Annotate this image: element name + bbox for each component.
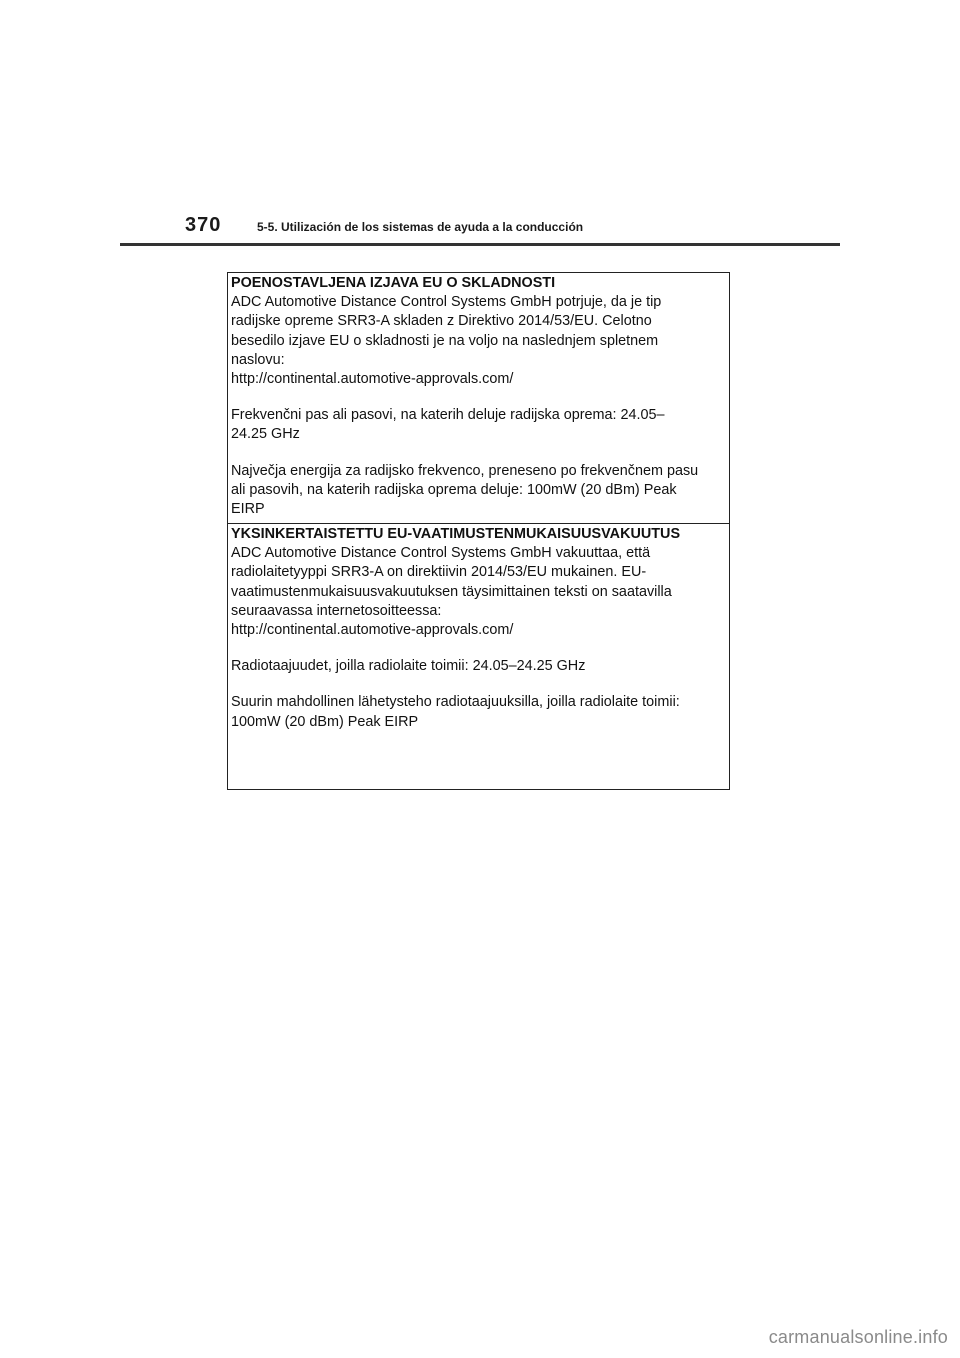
frequency-line: 24.25 GHz — [231, 426, 300, 443]
page-number: 370 — [185, 214, 222, 236]
declaration-title-finnish: YKSINKERTAISTETTU EU-VAATIMUSTENMUKAISUUSVAKUUTUS — [231, 526, 681, 542]
paragraph-spacer — [231, 389, 727, 406]
declaration-slovenian — [228, 273, 729, 524]
power-line: EIRP — [231, 501, 265, 518]
header-rule — [120, 243, 840, 246]
power-line: ali pasovih, na katerih radijska oprema deluje: 100mW (20 dBm) Peak — [231, 481, 677, 498]
body-line: radiolaitetyyppi SRR3-A on direktiivin 2014/53/EU mukainen. EU- — [231, 564, 647, 581]
declaration-title-slovenian: POENOSTAVLJENA IZJAVA EU O SKLADNOSTI — [231, 275, 556, 291]
declaration-box — [227, 272, 730, 790]
paragraph-spacer — [231, 676, 727, 693]
section-title: 5-5. Utilización de los sistemas de ayuda a la conducción — [257, 220, 584, 234]
power-line: Največja energija za radijsko frekvenco, preneseno po frekvenčnem pasu — [231, 462, 699, 479]
body-line: seuraavassa internetosoitteessa: — [231, 602, 442, 619]
body-line: vaatimustenmukaisuusvakuutuksen täysimittainen teksti on saatavilla — [231, 583, 672, 600]
body-line: naslovu: — [231, 351, 285, 368]
body-line: ADC Automotive Distance Control Systems GmbH potrjuje, da je tip — [231, 294, 662, 311]
power-line: Suurin mahdollinen lähetysteho radiotaajuuksilla, joilla radiolaite toimii: — [231, 694, 680, 711]
body-line: ADC Automotive Distance Control Systems GmbH vakuuttaa, että — [231, 545, 651, 562]
declaration-url: http://continental.automotive-approvals.com/ — [231, 622, 514, 639]
page-header — [0, 0, 960, 250]
watermark: carmanualsonline.info — [768, 1327, 948, 1347]
frequency-line: Frekvenčni pas ali pasovi, na katerih deluje radijska oprema: 24.05– — [231, 407, 665, 424]
power-line: 100mW (20 dBm) Peak EIRP — [231, 713, 419, 730]
declaration-finnish — [228, 524, 729, 732]
declaration-url: http://continental.automotive-approvals.com/ — [231, 371, 514, 388]
frequency-line: Radiotaajuudet, joilla radiolaite toimii: 24.05–24.25 GHz — [231, 658, 586, 675]
body-line: besedilo izjave EU o skladnosti je na voljo na naslednjem spletnem — [231, 332, 659, 349]
paragraph-spacer — [231, 445, 727, 462]
paragraph-spacer — [231, 640, 727, 657]
body-line: radijske opreme SRR3-A skladen z Direktivo 2014/53/EU. Celotno — [231, 313, 652, 330]
